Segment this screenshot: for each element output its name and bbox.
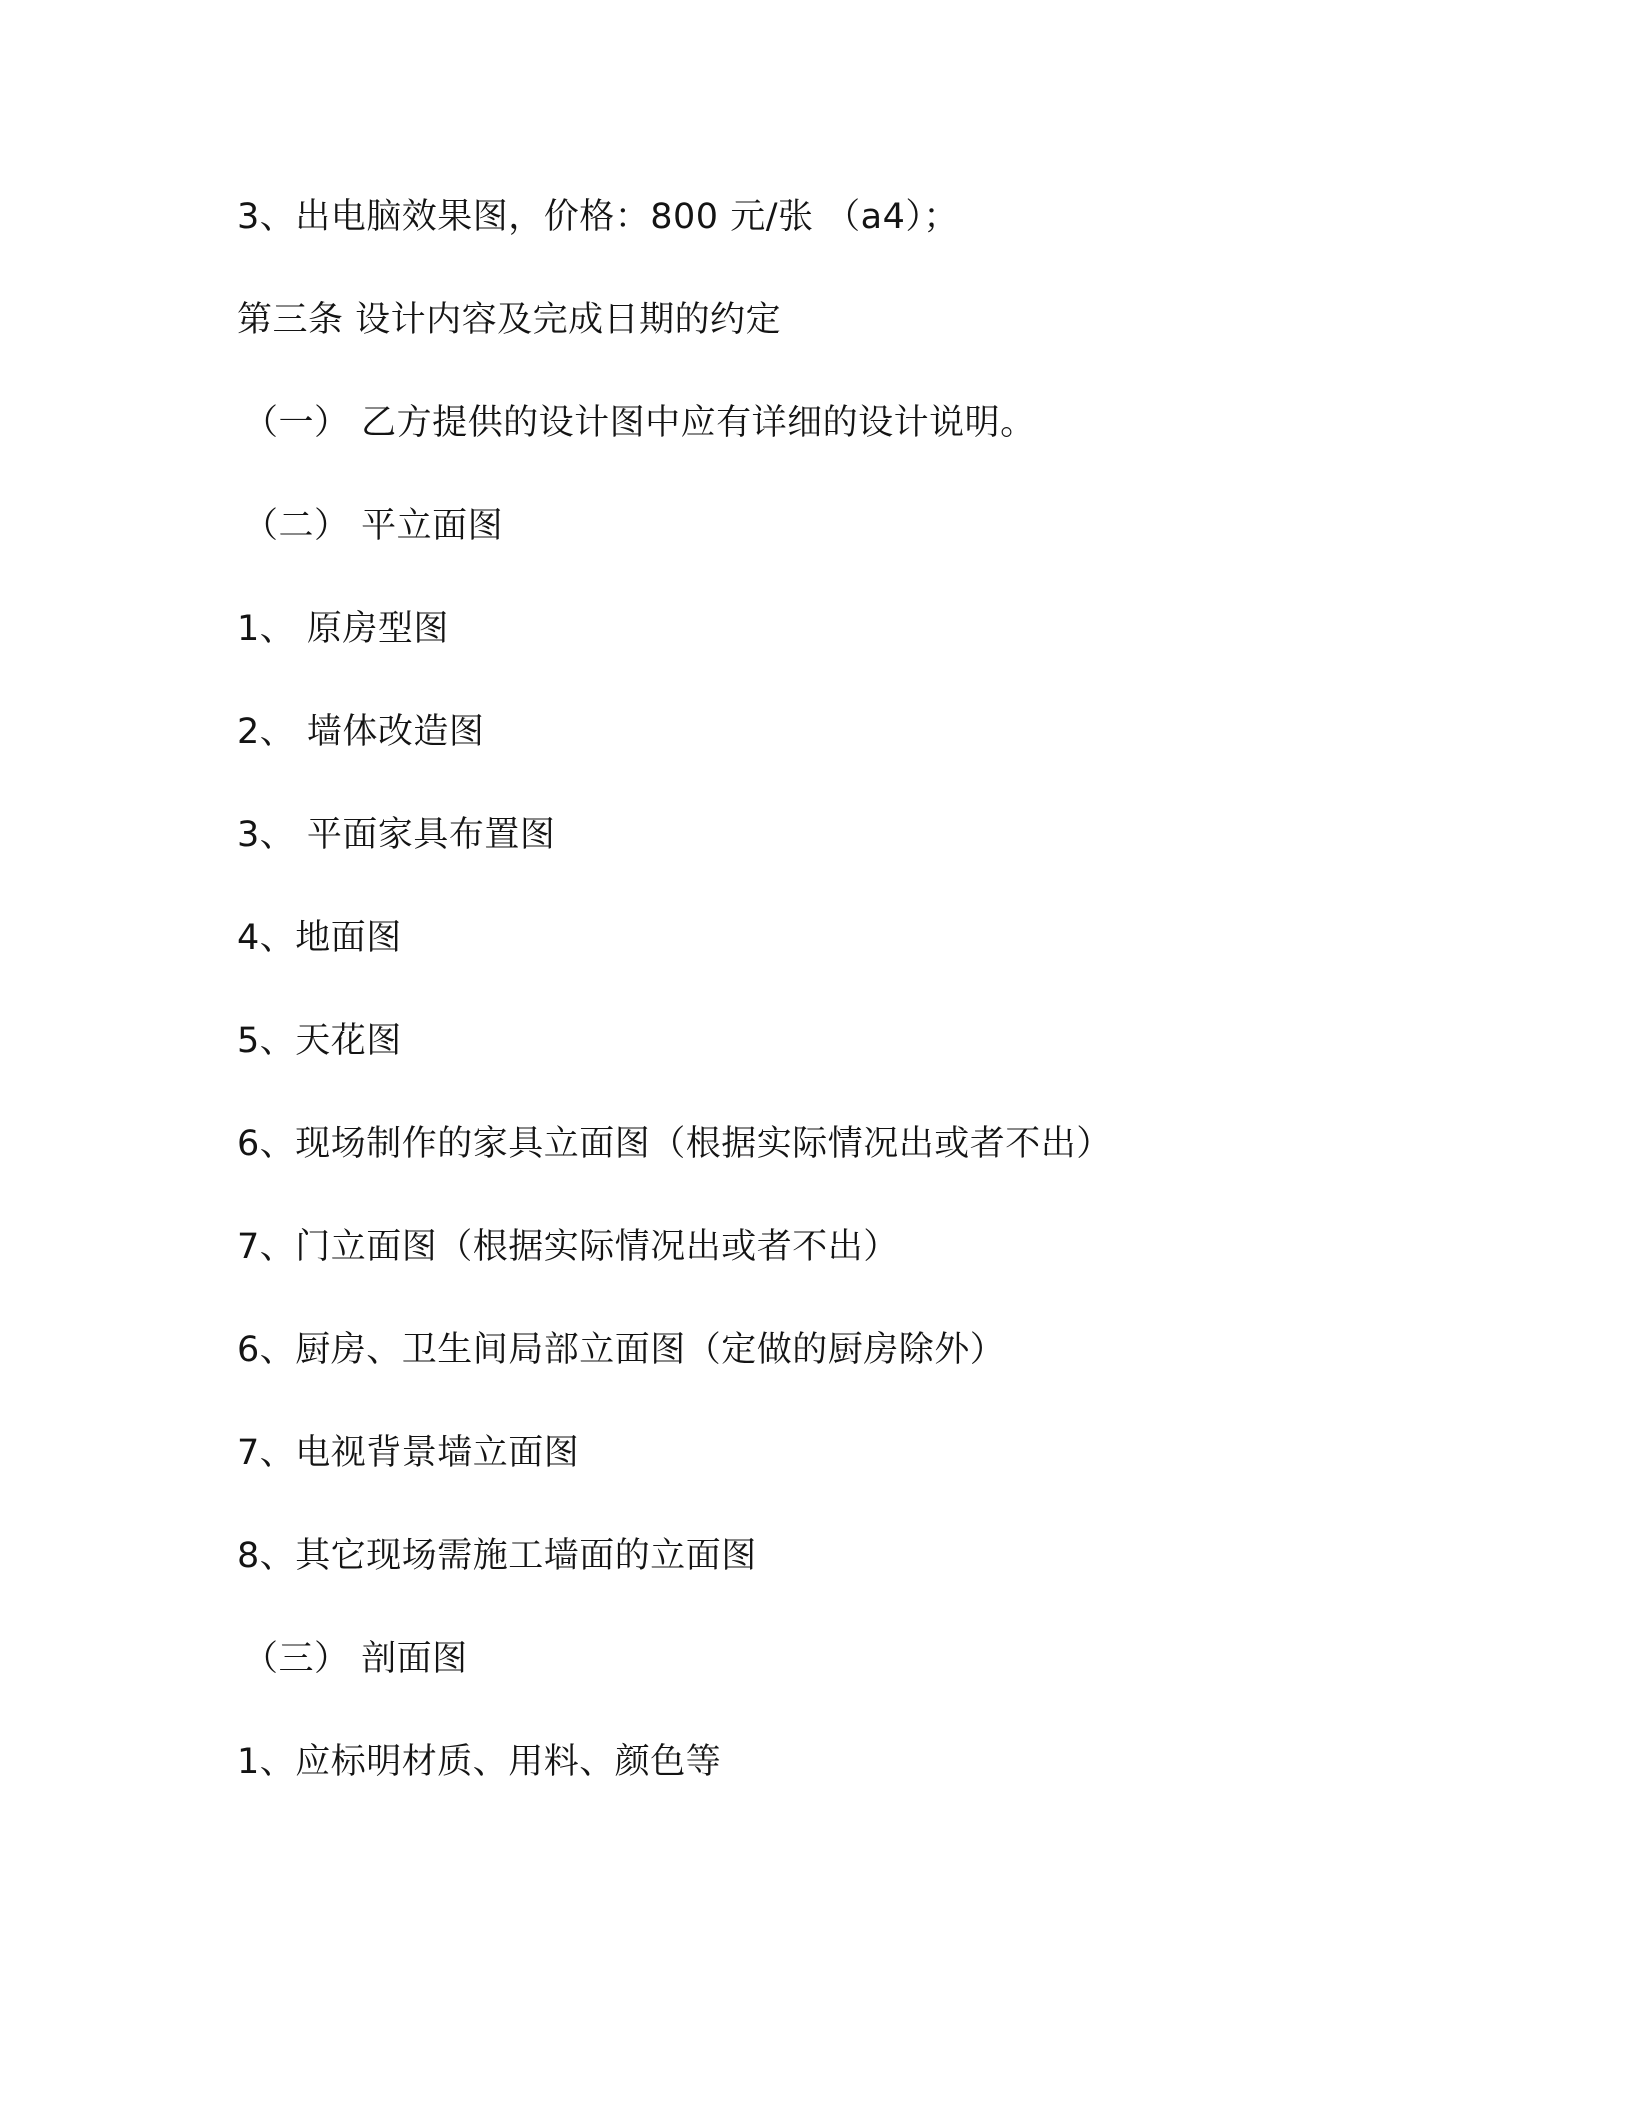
- item-computer-rendering-price: 3、出电脑效果图，价格：800 元/张 （a4）；: [237, 197, 959, 237]
- list-item-furniture-elevation: 6、现场制作的家具立面图（根据实际情况出或者不出）: [237, 1124, 1112, 1164]
- section-one-design-notes: （一） 乙方提供的设计图中应有详细的设计说明。: [243, 403, 1036, 443]
- list-item-door-elevation: 7、门立面图（根据实际情况出或者不出）: [237, 1227, 899, 1267]
- section-three-heading: （三） 剖面图: [243, 1639, 468, 1679]
- list-item-materials-colors: 1、应标明材质、用料、颜色等: [237, 1742, 722, 1782]
- list-item-tv-wall-elevation: 7、电视背景墙立面图: [237, 1433, 580, 1473]
- list-item-floor-plan: 4、地面图: [237, 918, 402, 958]
- list-item-kitchen-bath-elevation: 6、厨房、卫生间局部立面图（定做的厨房除外）: [237, 1330, 1006, 1370]
- list-item-other-wall-elevation: 8、其它现场需施工墙面的立面图: [237, 1536, 757, 1576]
- list-item-original-floor-plan: 1、 原房型图: [237, 609, 449, 649]
- section-two-heading: （二） 平立面图: [243, 506, 504, 546]
- list-item-furniture-layout: 3、 平面家具布置图: [237, 815, 556, 855]
- list-item-ceiling-plan: 5、天花图: [237, 1021, 402, 1061]
- list-item-wall-modification: 2、 墙体改造图: [237, 712, 485, 752]
- article-three-heading: 第三条 设计内容及完成日期的约定: [237, 300, 782, 340]
